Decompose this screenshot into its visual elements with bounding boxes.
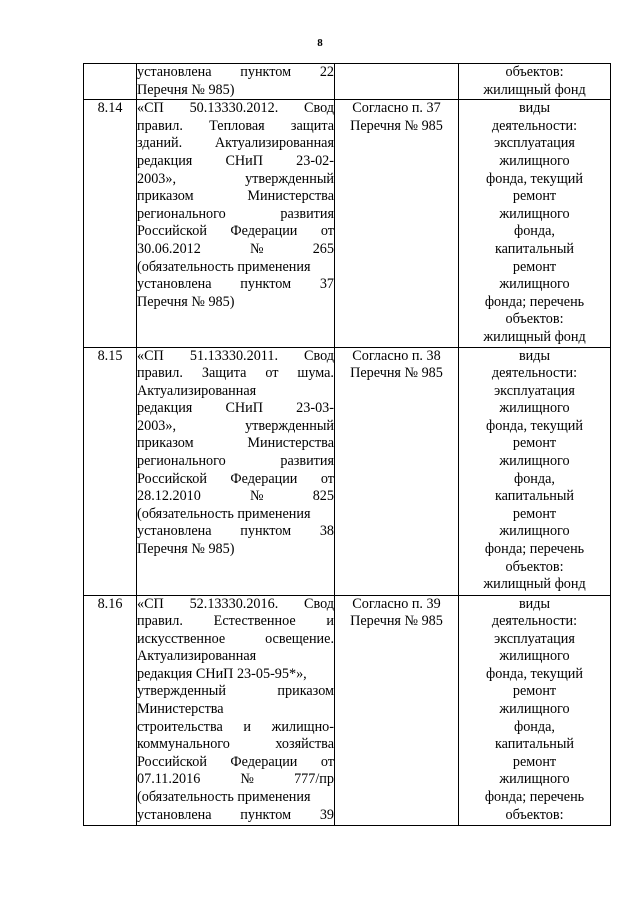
reference-line: Перечня № 985 — [350, 613, 443, 630]
text-word: установлена — [137, 523, 212, 540]
activity-line: деятельности: — [491, 117, 578, 134]
text-line — [137, 666, 334, 684]
text-line — [137, 719, 334, 737]
reference-cell — [335, 347, 459, 595]
reference-cell — [335, 64, 459, 100]
text-word: от — [320, 470, 334, 487]
activity-line: фонда; перечень — [484, 541, 585, 558]
text-word: утвержденный — [245, 170, 334, 187]
text-line — [137, 118, 334, 136]
text-word: 52.13330.2016. — [189, 595, 279, 612]
text-word: «СП — [137, 595, 164, 612]
text-line — [137, 736, 334, 754]
activity-line: жилищного — [499, 152, 570, 169]
row-number: 8.16 — [84, 595, 137, 825]
text-word: установлена — [137, 64, 212, 80]
reference-line: Согласно п. 37 — [352, 100, 441, 117]
text-line — [137, 648, 334, 666]
activity-line: ремонт — [512, 683, 557, 700]
activity-line: эксплуатация — [494, 382, 575, 399]
text-word: приказом — [277, 683, 334, 700]
text-line — [137, 506, 334, 524]
text-line — [137, 294, 334, 312]
text-word: регионального — [137, 453, 226, 470]
text-word: правил. — [137, 117, 183, 134]
document-description — [137, 100, 335, 347]
text-word: Актуализированная — [214, 135, 334, 152]
text-line — [137, 701, 334, 719]
text-word: Перечня № 985) — [137, 293, 235, 310]
text-word: 28.12.2010 — [137, 488, 201, 505]
table-row — [84, 100, 611, 347]
text-word: № — [250, 240, 264, 257]
text-word: от — [320, 223, 334, 240]
text-word: и — [243, 718, 251, 735]
document-description — [137, 64, 335, 100]
text-line — [137, 453, 334, 471]
activity-line: капитальный — [494, 736, 575, 753]
text-word: редакция СНиП 23-05-95*», — [137, 665, 307, 682]
text-line — [137, 135, 334, 153]
activity-line: жилищный фонд — [483, 576, 586, 593]
text-word: 39 — [319, 806, 334, 823]
text-line — [137, 64, 334, 82]
text-line — [137, 383, 334, 401]
activity-line: фонда, текущий — [486, 170, 583, 187]
text-line — [137, 223, 334, 241]
text-word: 07.11.2016 — [137, 771, 201, 788]
table-row — [84, 595, 611, 825]
text-line — [137, 206, 334, 224]
text-line — [137, 807, 334, 825]
text-line — [137, 153, 334, 171]
activity-line: фонда, — [514, 470, 555, 487]
activity-line: объектов: — [505, 64, 564, 80]
text-word: 2003», — [137, 417, 177, 434]
text-line — [137, 771, 334, 789]
reference-line: Перечня № 985 — [350, 117, 443, 134]
activity-line: жилищного — [499, 701, 570, 718]
text-word: приказом — [137, 188, 194, 205]
text-word: от — [320, 753, 334, 770]
row-number — [84, 64, 137, 100]
text-line — [137, 596, 334, 614]
text-word: Тепловая — [209, 117, 265, 134]
text-line — [137, 348, 334, 366]
text-word: приказом — [137, 435, 194, 452]
text-word: хозяйства — [275, 736, 334, 753]
activity-line: эксплуатация — [494, 135, 575, 152]
activity-line: ремонт — [512, 258, 557, 275]
text-word: 22 — [319, 64, 334, 80]
text-line — [137, 754, 334, 772]
text-word: Министерства — [247, 435, 334, 452]
activity-line: объектов: — [505, 806, 564, 823]
text-word: (обязательность применения — [137, 789, 311, 806]
text-word: Российской — [137, 753, 207, 770]
text-line — [137, 400, 334, 418]
activity-line: ремонт — [512, 505, 557, 522]
text-word: освещение. — [265, 630, 334, 647]
activity-line: жилищного — [499, 276, 570, 293]
text-word: 777/пр — [294, 771, 334, 788]
text-line — [137, 100, 334, 118]
text-line — [137, 259, 334, 277]
text-word: установлена — [137, 276, 212, 293]
text-word: жилищно- — [271, 718, 334, 735]
text-word: от — [265, 365, 279, 382]
activity-line: виды — [518, 595, 551, 612]
text-word: Российской — [137, 470, 207, 487]
text-word: 825 — [312, 488, 334, 505]
text-word: редакция — [137, 152, 193, 169]
text-line — [137, 188, 334, 206]
text-line — [137, 435, 334, 453]
activity-line: жилищного — [499, 205, 570, 222]
text-word: Естественное — [213, 613, 296, 630]
activity-line: объектов: — [505, 558, 564, 575]
text-word: пунктом — [240, 276, 292, 293]
text-word: Актуализированная — [137, 648, 257, 665]
text-word: «СП — [137, 347, 164, 364]
document-description — [137, 595, 335, 825]
reference-line: Согласно п. 39 — [352, 595, 441, 612]
activity-scope-cell — [459, 347, 611, 595]
activity-scope-cell — [459, 595, 611, 825]
text-line — [137, 488, 334, 506]
activity-line: капитальный — [494, 488, 575, 505]
text-word: коммунального — [137, 736, 230, 753]
text-line — [137, 365, 334, 383]
activity-scope-cell — [459, 100, 611, 347]
text-word: «СП — [137, 100, 164, 117]
activity-line: виды — [518, 347, 551, 364]
reference-cell — [335, 100, 459, 347]
text-line — [137, 82, 334, 100]
text-word: Свод — [304, 347, 334, 364]
text-word: правил. — [137, 365, 183, 382]
activity-line: жилищный фонд — [483, 328, 586, 345]
text-word: (обязательность применения — [137, 258, 311, 275]
text-word: Министерства — [247, 188, 334, 205]
text-word: зданий. — [137, 135, 183, 152]
text-word: Свод — [304, 100, 334, 117]
activity-line: жилищного — [499, 523, 570, 540]
row-number: 8.15 — [84, 347, 137, 595]
text-word: пунктом — [240, 523, 292, 540]
text-line — [137, 789, 334, 807]
reference-cell — [335, 595, 459, 825]
page-number: 8 — [317, 37, 323, 49]
activity-line: эксплуатация — [494, 630, 575, 647]
text-word: Защита — [201, 365, 247, 382]
text-line — [137, 276, 334, 294]
text-word: (обязательность применения — [137, 505, 311, 522]
text-word: строительства — [137, 718, 223, 735]
text-word: Российской — [137, 223, 207, 240]
text-line — [137, 541, 334, 559]
activity-line: ремонт — [512, 435, 557, 452]
activity-line: капитальный — [494, 240, 575, 257]
text-word: 38 — [319, 523, 334, 540]
reference-line: Перечня № 985 — [350, 365, 443, 382]
activity-line: фонда; перечень — [484, 789, 585, 806]
text-word: Федерации — [230, 223, 298, 240]
text-word: развития — [280, 453, 334, 470]
text-word: Свод — [304, 595, 334, 612]
text-line — [137, 683, 334, 701]
activity-line: жилищного — [499, 400, 570, 417]
text-word: утвержденный — [245, 417, 334, 434]
activity-scope-cell — [459, 64, 611, 100]
activity-line: фонда, текущий — [486, 665, 583, 682]
row-number: 8.14 — [84, 100, 137, 347]
document-description — [137, 347, 335, 595]
text-word: искусственное — [137, 630, 226, 647]
text-word: 2003», — [137, 170, 177, 187]
activity-line: ремонт — [512, 753, 557, 770]
text-line — [137, 523, 334, 541]
text-word: развития — [280, 205, 334, 222]
text-word: 23-02- — [296, 152, 334, 169]
text-word: 23-03- — [296, 400, 334, 417]
activity-line: деятельности: — [491, 613, 578, 630]
text-word: № — [240, 771, 254, 788]
text-word: Министерства — [137, 701, 224, 718]
activity-line: фонда, — [514, 718, 555, 735]
table-row — [84, 64, 611, 100]
text-word: Федерации — [230, 470, 298, 487]
text-line — [137, 171, 334, 189]
activity-line: жилищного — [499, 771, 570, 788]
text-line — [137, 631, 334, 649]
activity-line: жилищного — [499, 648, 570, 665]
text-word: регионального — [137, 205, 226, 222]
text-word: защита — [290, 117, 334, 134]
text-word: 30.06.2012 — [137, 240, 201, 257]
text-word: шума. — [297, 365, 334, 382]
text-word: редакция — [137, 400, 193, 417]
text-word: 51.13330.2011. — [189, 347, 278, 364]
activity-line: жилищного — [499, 453, 570, 470]
activity-line: фонда; перечень — [484, 293, 585, 310]
activity-line: фонда, текущий — [486, 417, 583, 434]
text-word: и — [326, 613, 334, 630]
table-row — [84, 347, 611, 595]
reference-line: Согласно п. 38 — [352, 347, 441, 364]
text-word: пунктом — [240, 806, 292, 823]
text-line — [137, 241, 334, 259]
text-word: утвержденный — [137, 683, 226, 700]
activity-line: виды — [518, 100, 551, 117]
text-line — [137, 418, 334, 436]
activity-line: деятельности: — [491, 365, 578, 382]
text-word: правил. — [137, 613, 183, 630]
text-word: Перечня № 985) — [137, 541, 235, 558]
text-word: установлена — [137, 806, 212, 823]
text-word: СНиП — [225, 400, 264, 417]
text-word: 265 — [312, 240, 334, 257]
activity-line: ремонт — [512, 188, 557, 205]
activity-line: фонда, — [514, 223, 555, 240]
text-word: № — [250, 488, 264, 505]
text-word: Федерации — [230, 753, 298, 770]
text-word: 37 — [319, 276, 334, 293]
activity-line: объектов: — [505, 311, 564, 328]
text-word: 50.13330.2012. — [189, 100, 279, 117]
text-word: Перечня № 985) — [137, 81, 235, 98]
text-line — [137, 613, 334, 631]
requirements-table — [83, 63, 611, 826]
text-word: Актуализированная — [137, 382, 257, 399]
text-line — [137, 471, 334, 489]
activity-line: жилищный фонд — [483, 81, 586, 98]
text-word: пунктом — [240, 64, 292, 80]
text-word: СНиП — [225, 152, 264, 169]
